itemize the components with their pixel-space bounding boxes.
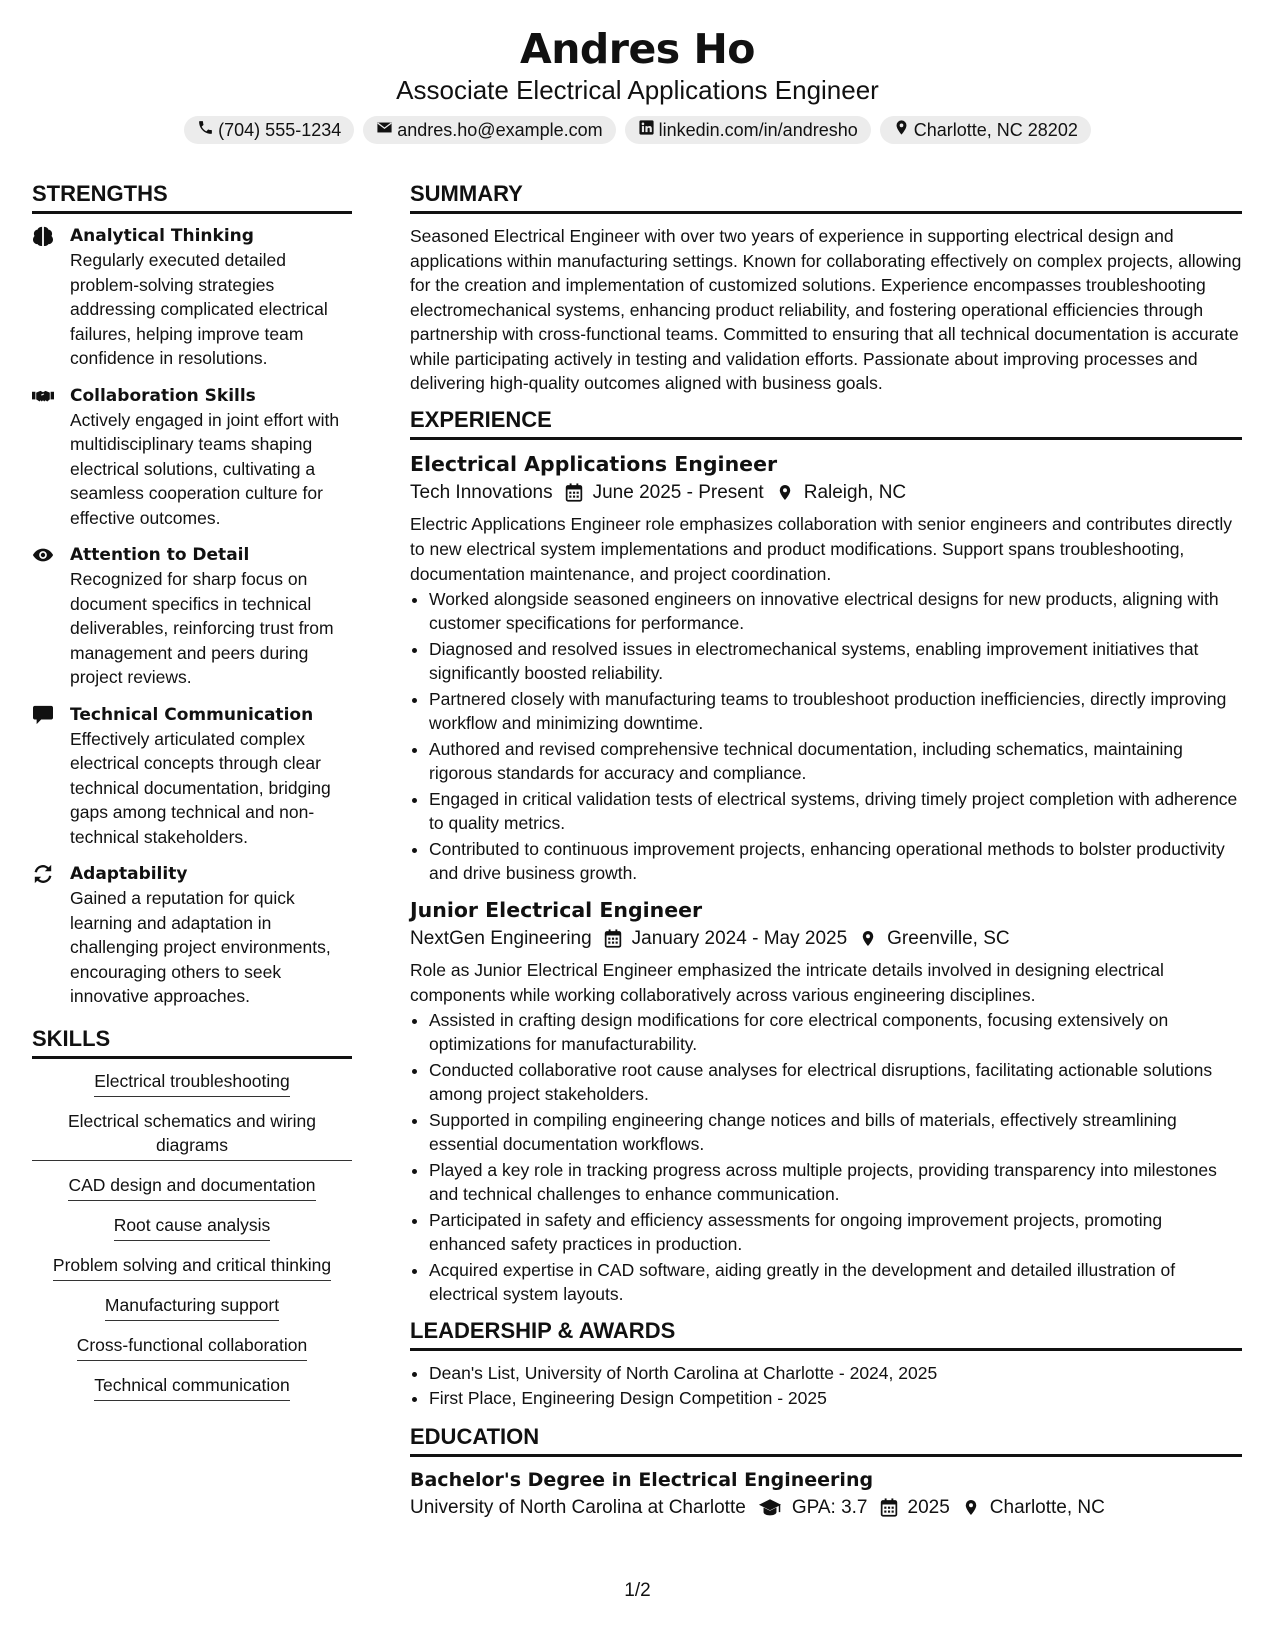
left-column bbox=[32, 180, 352, 1413]
job-bullet: • Engaged in critical validation tests of electrical systems, driving timely project completion with adherence to quality metrics. bbox=[429, 787, 1242, 836]
job-bullet: • Played a key role in tracking progress across multiple projects, providing transparency into milestones and technical challenges to enhance communication. bbox=[429, 1158, 1242, 1207]
calendar-icon bbox=[880, 1498, 898, 1517]
job-location: Greenville, SC bbox=[887, 927, 1010, 949]
strength-text: Recognized for sharp focus on document specifics in technical deliverables, reinforcing trust from management and peers during project reviews. bbox=[70, 569, 334, 687]
strength-text: Regularly executed detailed problem-solving strategies addressing complicated electrical failures, helping improve team confidence in resolutions. bbox=[70, 250, 328, 368]
job-bullet: • Supported in compiling engineering change notices and bills of materials, effectively streamlining essential documentation workflows. bbox=[429, 1108, 1242, 1157]
envelope-icon bbox=[376, 119, 393, 141]
strengths-heading: STRENGTHS bbox=[32, 180, 352, 214]
job-title: Junior Electrical Engineer bbox=[410, 897, 703, 922]
skill-tag: Electrical schematics and wiring diagrams bbox=[32, 1109, 352, 1161]
contact-location[interactable] bbox=[880, 116, 1091, 144]
strength-title: Collaboration Skills bbox=[70, 385, 256, 406]
brain-icon bbox=[32, 233, 54, 250]
summary-heading: SUMMARY bbox=[410, 180, 1242, 214]
education-location: Charlotte, NC bbox=[989, 1496, 1105, 1518]
strength-item bbox=[32, 703, 352, 850]
skill-tag: CAD design and documentation bbox=[68, 1173, 315, 1201]
awards-list bbox=[410, 1361, 1242, 1411]
calendar-icon bbox=[604, 929, 622, 948]
map-pin-icon bbox=[776, 483, 794, 502]
awards-heading: LEADERSHIP & AWARDS bbox=[410, 1317, 1242, 1351]
contact-bar bbox=[0, 116, 1275, 144]
contact-linkedin-text: linkedin.com/in/andresho bbox=[658, 120, 858, 140]
map-pin-icon bbox=[893, 119, 910, 141]
contact-linkedin[interactable] bbox=[625, 116, 871, 144]
job-bullet: • Acquired expertise in CAD software, aiding greatly in the development and detailed illustration of electrical system layouts. bbox=[429, 1258, 1242, 1307]
job-meta bbox=[410, 924, 1242, 954]
page-number: 1/2 bbox=[624, 1580, 651, 1601]
right-column bbox=[410, 180, 1242, 1527]
strength-title: Technical Communication bbox=[70, 704, 314, 725]
company-name: NextGen Engineering bbox=[410, 927, 592, 949]
map-pin-icon bbox=[859, 929, 877, 948]
graduation-year: 2025 bbox=[907, 1496, 950, 1518]
skill-tag: Manufacturing support bbox=[105, 1293, 279, 1321]
strength-item bbox=[32, 384, 352, 531]
company-name: Tech Innovations bbox=[410, 481, 553, 503]
graduation-cap-icon bbox=[758, 1498, 782, 1517]
contact-phone-text: (704) 555-1234 bbox=[218, 120, 342, 140]
phone-icon bbox=[197, 119, 214, 141]
skill-tag: Root cause analysis bbox=[114, 1213, 271, 1241]
contact-email[interactable] bbox=[363, 116, 615, 144]
job-title: Electrical Applications Engineer bbox=[410, 451, 778, 476]
skill-tag: Electrical troubleshooting bbox=[94, 1069, 290, 1097]
job-meta bbox=[410, 478, 1242, 508]
job-bullet: • Diagnosed and resolved issues in electromechanical systems, enabling improvement initiatives that significantly boosted reliability. bbox=[429, 637, 1242, 686]
education-meta bbox=[410, 1493, 1242, 1523]
skills-heading: SKILLS bbox=[32, 1025, 352, 1059]
skills-list bbox=[32, 1069, 352, 1401]
job-bullet: • Partnered closely with manufacturing teams to troubleshoot production inefficiencies, directly improving workflow and minimizing downtime. bbox=[429, 687, 1242, 736]
strength-item bbox=[32, 543, 352, 690]
job-title-headline: Associate Electrical Applications Engineer bbox=[396, 75, 879, 105]
job-bullet: • Participated in safety and efficiency assessments for ongoing improvement projects, promoting enhanced safety practices in production. bbox=[429, 1208, 1242, 1257]
job-bullets bbox=[410, 1008, 1242, 1307]
map-pin-icon bbox=[962, 1498, 980, 1517]
education-heading: EDUCATION bbox=[410, 1423, 1242, 1457]
speech-bubble-icon bbox=[32, 712, 54, 729]
job-dates: January 2024 - May 2025 bbox=[631, 927, 848, 949]
gpa-text: GPA: 3.7 bbox=[791, 1496, 868, 1518]
calendar-icon bbox=[565, 483, 583, 502]
job-entry bbox=[410, 896, 1242, 1307]
sync-icon bbox=[32, 871, 54, 888]
job-location: Raleigh, NC bbox=[803, 481, 907, 503]
job-bullets bbox=[410, 587, 1242, 886]
strength-item bbox=[32, 862, 352, 1009]
job-entry bbox=[410, 450, 1242, 886]
job-bullet: • Worked alongside seasoned engineers on innovative electrical designs for new products, aligning with customer specifications for performance. bbox=[429, 587, 1242, 636]
job-bullet: • Contributed to continuous improvement projects, enhancing operational methods to bolster productivity and drive business growth. bbox=[429, 837, 1242, 886]
job-description: Electric Applications Engineer role emphasizes collaboration with senior engineers and contributes directly to new electrical system implementations and product modifications. Support spans troubleshooting, documentation maintenance, and project coordination. bbox=[410, 513, 1232, 584]
strength-text: Actively engaged in joint effort with multidisciplinary teams shaping electrical solutions, cultivating a seamless cooperation culture for effective outcomes. bbox=[70, 409, 340, 528]
skill-tag: Cross-functional collaboration bbox=[77, 1333, 308, 1361]
job-bullet: • Assisted in crafting design modifications for core electrical components, focusing extensively on optimizations for manufacturability. bbox=[429, 1008, 1242, 1057]
strength-item bbox=[32, 224, 352, 371]
contact-email-text: andres.ho@example.com bbox=[397, 120, 603, 140]
contact-location-text: Charlotte, NC 28202 bbox=[913, 120, 1078, 140]
award-item: • Dean's List, University of North Carolina at Charlotte - 2024, 2025 bbox=[429, 1361, 1242, 1386]
school-name: University of North Carolina at Charlotte bbox=[410, 1496, 746, 1518]
job-description: Role as Junior Electrical Engineer emphasized the intricate details involved in designing electrical components while working collaboratively across various engineering disciplines. bbox=[410, 959, 1164, 1005]
strength-title: Attention to Detail bbox=[70, 545, 250, 565]
linkedin-icon bbox=[638, 119, 655, 141]
strength-text: Gained a reputation for quick learning and adaptation in challenging project environments, encouraging others to seek innovative approaches. bbox=[70, 888, 331, 1006]
skill-tag: Technical communication bbox=[94, 1373, 290, 1401]
handshake-icon bbox=[32, 393, 54, 410]
job-bullet: • Authored and revised comprehensive technical documentation, including schematics, maintaining rigorous standards for accuracy and compliance. bbox=[429, 737, 1242, 786]
experience-heading: EXPERIENCE bbox=[410, 406, 1242, 440]
job-dates: June 2025 - Present bbox=[592, 481, 764, 503]
strength-title: Adaptability bbox=[70, 864, 188, 884]
award-item: • First Place, Engineering Design Competition - 2025 bbox=[429, 1386, 1242, 1411]
summary-text: Seasoned Electrical Engineer with over two years of experience in supporting electrical design and applications within manufacturing settings. Known for collaborating effectively on complex projects, allowing for the creation and implementation of customized solutions. Experience encompasses troubleshooting electromechanical systems, enhancing product reliability, and fostering operational efficiencies through partnership with cross-functional teams. Committed to ensuring that all technical documentation is accurate while participating actively in testing and validation efforts. Passionate about improving processes and delivering high-quality outcomes aligned with business goals. bbox=[410, 226, 1242, 393]
contact-phone[interactable] bbox=[184, 116, 354, 144]
eye-icon bbox=[32, 552, 54, 569]
skill-tag: Problem solving and critical thinking bbox=[53, 1253, 331, 1281]
strength-title: Analytical Thinking bbox=[70, 226, 254, 246]
job-bullet: • Conducted collaborative root cause analyses for electrical disruptions, facilitating actionable solutions among project stakeholders. bbox=[429, 1058, 1242, 1107]
resume-header bbox=[0, 0, 1275, 144]
candidate-name: Andres Ho bbox=[520, 25, 755, 73]
strength-text: Effectively articulated complex electrical concepts through clear technical documentation, bridging gaps among technical and non-technical stakeholders. bbox=[70, 728, 331, 847]
degree-title: Bachelor's Degree in Electrical Engineering bbox=[410, 1468, 874, 1491]
